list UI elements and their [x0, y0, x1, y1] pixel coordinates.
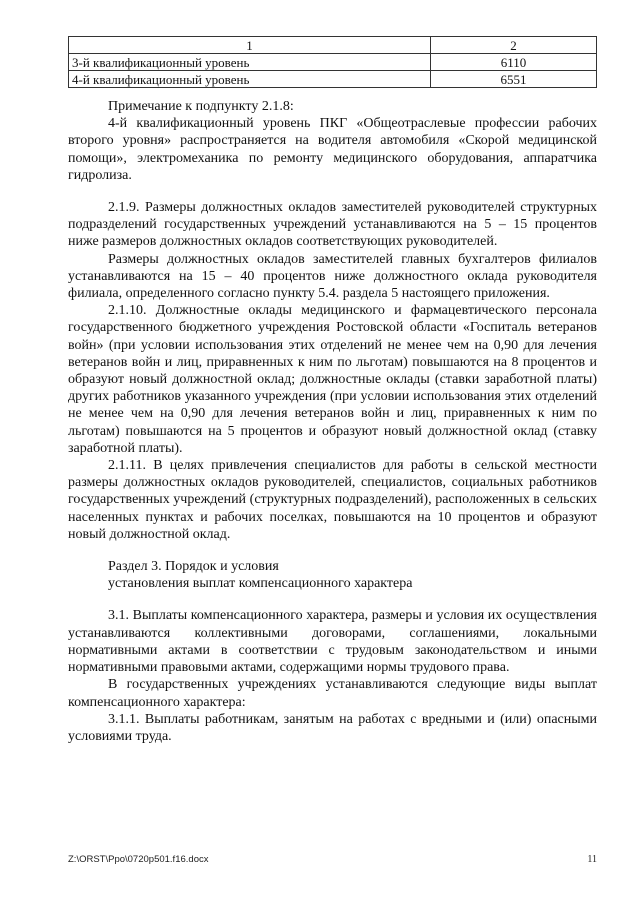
note-text: 4-й квалификационный уровень ПКГ «Общеотраслевые профессии рабочих второго уровня» распространяется на водителя автомобиля «Скорой медицинской помощи», электромеханика по ремонту медицинского оборудования, аппаратчика гидролиза.: [68, 116, 597, 183]
section-heading-line2: установления выплат компенсационного характера: [108, 576, 413, 592]
table-cell-level: 3-й квалификационный уровень: [69, 54, 431, 71]
table-cell-value: 6110: [431, 54, 597, 71]
spacer: [68, 184, 597, 199]
paragraph-3-1: 3.1. Выплаты компенсационного характера, размеры и условия их осуществления устанавливаются коллективными договорами, соглашениями, локальными нормативными актами в соответствии с трудовым законодательством и иными нормативными правовыми актами, содержащими нормы трудового права.: [68, 608, 597, 676]
paragraph-branch-accountants: Размеры должностных окладов заместителей главных бухгалтеров филиалов устанавливаются на 15 – 40 процентов ниже должностного оклада руководителя филиала, определенного согласно пункту 5.4. раздела 5 настоящего приложения.: [68, 251, 597, 302]
section-heading-line1: Раздел 3. Порядок и условия: [108, 559, 279, 575]
paragraph-2-1-11: 2.1.11. В целях привлечения специалистов для работы в сельской местности размеры должностных окладов руководителей, специалистов, социальных работников государственных учреждений (структурных подразделений), расположенных в сельских населенных пунктах и рабочих поселках, повышаются на 10 процентов и образуют новый должностной оклад.: [68, 458, 597, 542]
spacer: [68, 543, 597, 558]
spacer: [68, 592, 597, 607]
paragraph-3-1-1: 3.1.1. Выплаты работникам, занятым на работах с вредными и (или) опасными условиями труда.: [68, 711, 597, 744]
note-title: Примечание к подпункту 2.1.8:: [108, 99, 294, 114]
paragraph-2-1-9: 2.1.9. Размеры должностных окладов заместителей руководителей структурных подразделений государственных учреждений устанавливаются на 5 – 15 процентов ниже размеров должностных окладов соответствующих руководителей.: [68, 200, 597, 250]
table-cell-level: 4-й квалификационный уровень: [69, 71, 431, 88]
table-row: [69, 54, 597, 71]
table-header-row: [69, 37, 597, 54]
table-cell-value: 6551: [431, 71, 597, 88]
table-header-cell-1: 1: [69, 37, 431, 54]
document-page: [68, 36, 597, 745]
table-header-cell-2: 2: [431, 37, 597, 54]
paragraph-2-1-10: 2.1.10. Должностные оклады медицинского и фармацевтического персонала государственного бюджетного учреждения Ростовской области «Госпиталь ветеранов войн» (при условии использования этих отделений не менее чем на 0,90 для лечения ветеранов войн и лиц, приравненных к ним по льготам) повышаются на 8 процентов и образуют новый должностной оклад; должностные оклады (ставки заработной платы) других работников указанного учреждения (при условии использования этих отделений не менее чем на 0,90 для лечения ветеранов войн и лиц, приравненных к ним по льготам) повышаются на 5 процентов и образуют новый должностной оклад (ставку заработной платы).: [68, 303, 597, 456]
document-body: [68, 98, 597, 745]
page-number: 11: [587, 854, 597, 865]
file-path: Z:\ORST\Ppo\0720p501.f16.docx: [68, 854, 209, 865]
table-row: [69, 71, 597, 88]
paragraph-compensation-types: В государственных учреждениях устанавливаются следующие виды выплат компенсационного характера:: [68, 677, 597, 710]
qualification-salary-table: [68, 36, 597, 88]
